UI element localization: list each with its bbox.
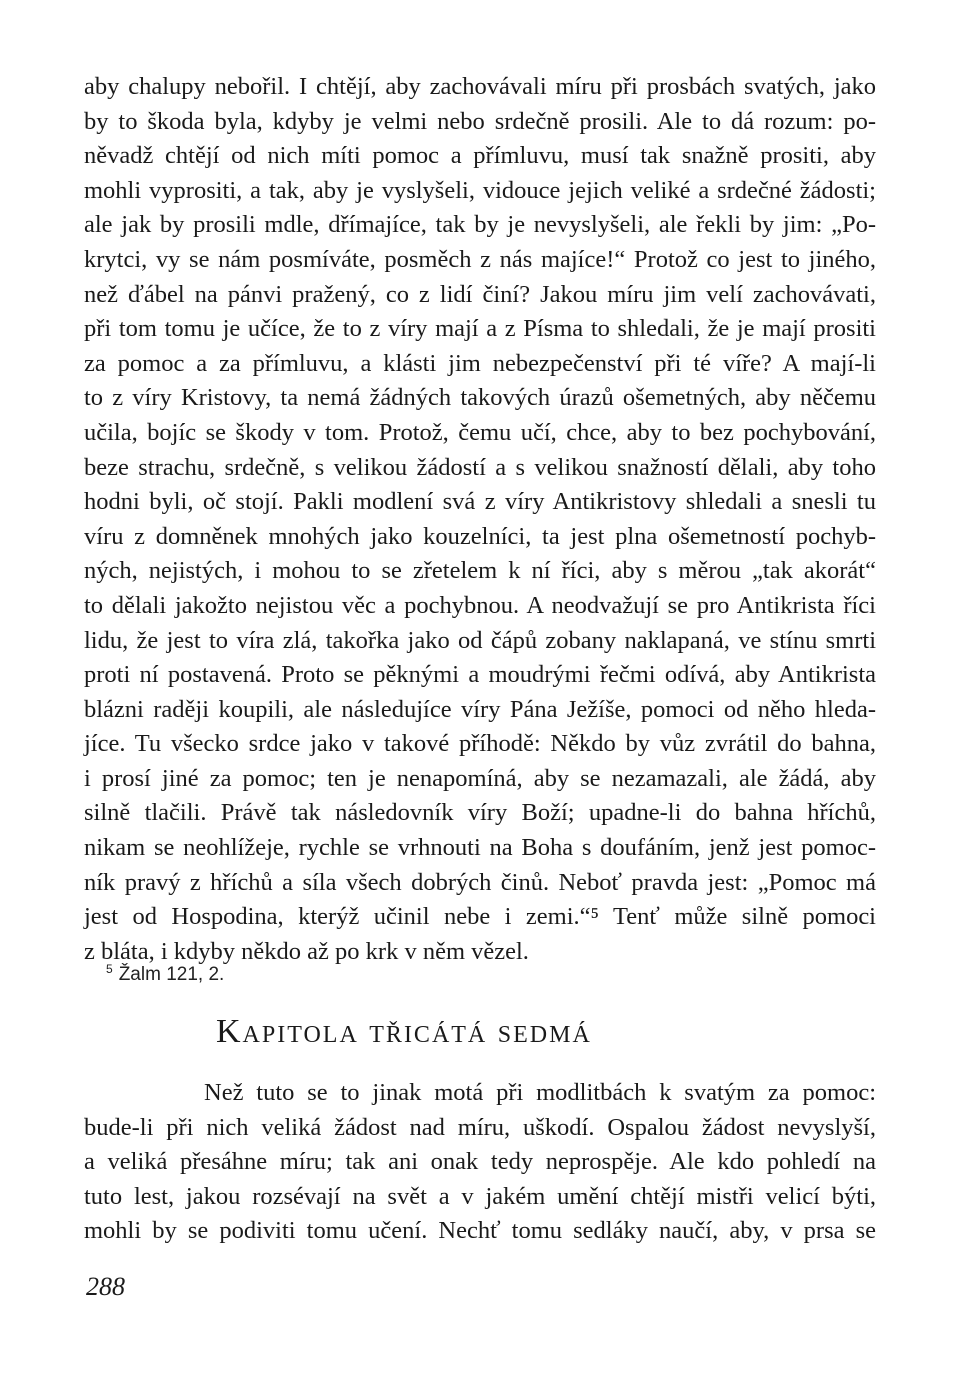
text-line: jest od Hospodina, kterýž učinil nebe i zemi.“⁵ Tenť může silně pomoci [84, 903, 876, 931]
body-paragraph [84, 70, 876, 969]
text-line: z bláta, i kdyby někdo až po krk v něm vězel. [84, 937, 529, 965]
text-line: při tom tomu je učíce, že to z víry mají a z Písma to shledali, že je mají prositi [84, 315, 876, 343]
footnote-text: Žalm 121, 2. [118, 964, 225, 985]
text-line: učila, bojíc se škody v tom. Protož, čemu učí, chce, aby to bez pochybování, [84, 418, 876, 446]
text-line: Než tuto se to jinak motá při modlitbách k svatým za pomoc: [204, 1079, 876, 1106]
text-line: beze strachu, srdečně, s velikou žádostí a s velikou snažností dělali, aby toho [84, 453, 876, 481]
text-line: nikam se neohlížeje, rychle se vrhnouti na Boha s doufáním, jenž jest pomoc- [84, 834, 876, 862]
text-line: ale jak by prosili mdle, dřímajíce, tak by je nevyslyšeli, ale řekli by jim: „Po- [84, 211, 876, 239]
footnote [106, 956, 224, 988]
text-line: než ďábel na pánvi pražený, co z lidí činí? Jakou míru jim velí zachovávati, [84, 280, 876, 308]
text-line: blázni raději koupili, ale následujíce víry Pána Ježíše, pomoci od něho hleda- [84, 695, 876, 723]
text-line: silně tlačili. Právě tak následovník víry Boží; upadne-li do bahna hříchů, [84, 799, 876, 827]
text-line: hodni byli, oč stojí. Pakli modlení svá z víry Antikristovy shledali a snesli tu [84, 488, 876, 516]
footnote-marker: 5 [106, 962, 113, 976]
text-line: mohli vyprositi, a tak, aby je vyslyšeli, vidouce jejich veliké a srdečné žádosti; [84, 176, 876, 204]
text-line: by to škoda byla, kdyby je velmi nebo srdečně prosili. Ale to dá rozum: po- [84, 107, 876, 135]
text-line: a veliká přesáhne míru; tak ani onak tedy neprospěje. Ale kdo pohledí na [84, 1148, 876, 1176]
text-line: něvadž chtějí od nich míti pomoc a přímluvu, musí tak snažně prositi, aby [84, 142, 876, 170]
page-number: 288 [86, 1272, 125, 1301]
chapter-heading: Kapitola třicátá sedmá [216, 1013, 592, 1050]
text-line: proti ní postavená. Proto se pěknými a moudrými řečmi odívá, aby Antikrista [84, 661, 876, 689]
text-line: ných, nejistých, i mohou to se zřetelem k ní říci, aby s měrou „tak akorát“ [84, 557, 876, 585]
text-line: bude-li při nich veliká žádost nad míru, uškodí. Ospalou žádost nevyslyší, [84, 1113, 876, 1141]
text-line: víru z domněnek mnohých jako kouzelníci, ta jest plna ošemetností pochyb- [84, 522, 876, 550]
text-line: to z víry Kristovy, ta nemá žádných takových úrazů ošemetných, aby něčemu [84, 384, 876, 412]
text-line: za pomoc a za přímluvu, a klásti jim nebezpečenství při té víře? A mají-li [84, 349, 876, 377]
text-line: tuto lest, jakou rozsévají na svět a v jakém umění chtějí mistři velicí býti, [84, 1182, 876, 1210]
text-line: mohli by se podiviti tomu učení. Nechť tomu sedláky naučí, aby, v prsa se [84, 1217, 876, 1245]
text-line: aby chalupy nebořil. I chtějí, aby zachovávali míru při prosbách svatých, jako [84, 73, 876, 100]
chapter-paragraph [84, 1076, 876, 1249]
text-line: krytci, vy se nám posmíváte, posměch z nás majíce!“ Protož co jest to jiného, [84, 245, 876, 273]
text-line: ník pravý z hříchů a síla všech dobrých činů. Neboť pravda jest: „Pomoc má [84, 868, 876, 896]
text-line: to dělali jakožto nejistou věc a pochybnou. A neodvažují se pro Antikrista říci [84, 591, 876, 619]
text-line: i prosí jiné za pomoc; ten je nenapomíná, aby se nezamazali, ale žádá, aby [84, 764, 876, 792]
text-line: jíce. Tu všecko srdce jako v takové příhodě: Někdo by vůz zvrátil do bahna, [84, 730, 876, 758]
text-line: lidu, že jest to víra zlá, takořka jako od čápů zobany naklapaná, ve stínu smrti [84, 626, 876, 654]
